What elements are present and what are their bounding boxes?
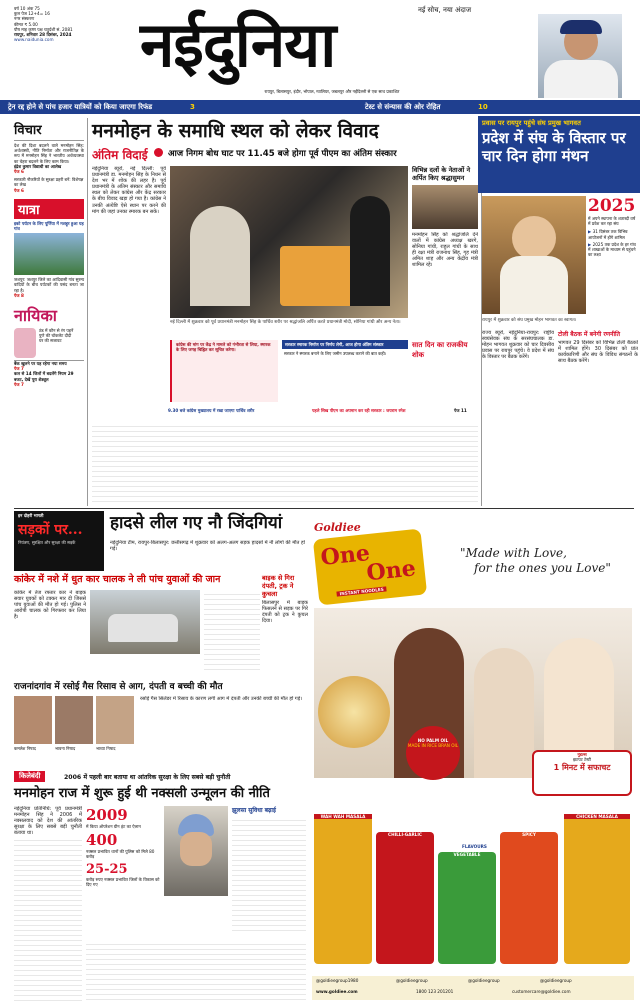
yatra-subtitle: इको पर्यटन के लिए पूर्णिया में मशहूर हुआ यह गांव — [14, 220, 84, 232]
nayika-item[interactable]: घर की सजावट — [39, 338, 62, 344]
victim-photo — [96, 696, 134, 744]
story1-text-continued — [204, 590, 260, 674]
disaster-banner — [14, 511, 104, 571]
lead-subhead: आज निगम बोध घाट पर 11.45 बजे होगा पूर्व पीएम का अंतिम संस्कार — [168, 149, 397, 159]
year-issue: वर्ष 10 अंक 75 — [14, 6, 40, 11]
naxal-body-text: नईदुनिया प्रतिनिधि: पूर्व प्रधानमंत्री मनमोहन सिंह ने 2006 में नक्सलवाद को देश की आंतरिक सुरक्षा के लिए सबसे बड़ी चुनौती बताया था। — [14, 806, 82, 837]
pravas-bullet: ▶ 31 दिसंबर तक विभिन्न आयोजनों में होंगे शामिल — [588, 229, 628, 240]
naxal-quote-title: झूलसा सुविधा बढ़ाई — [232, 807, 276, 814]
vichar-item2: सरकारी नौकरियों के सुरक्षा प्रहरी बनें: विशेषज्ञ का लेख — [14, 177, 84, 188]
product-sub: INSTANT NOODLES — [336, 586, 387, 596]
pravas-stats — [588, 196, 638, 320]
no-palm-badge — [406, 726, 460, 780]
hindi-badge-mid: झटपट टेस्टी — [572, 757, 592, 763]
ticker-right-page: 10 — [478, 103, 488, 111]
ad-footer — [312, 976, 634, 1000]
ticker-right-text[interactable]: टेस्ट से संन्यास की ओर रोहित — [365, 103, 441, 111]
naxal-stat3-value: 25-25 — [86, 861, 128, 877]
quote-left-text: कांग्रेस की मांग पर केंद्र ने मामले को गंभीरता से लिया, स्मारक के लिए जगह चिह्नित कर सूचित करेगा। — [176, 342, 271, 353]
person-shape — [500, 256, 568, 314]
bullet-icon — [154, 148, 163, 157]
nayika-bottom1: बैंक खुलने पर यह रहेगा नया समय — [14, 361, 67, 367]
pravas-headline[interactable]: प्रदेश में संघ के विस्तार पर चार दिन होगा मंथन — [482, 129, 626, 165]
yatra-photo — [14, 233, 84, 275]
masthead — [0, 0, 640, 100]
yatra-text: जशपुर: जशपुर जिले का आदिवासी गांव सुरम्य वादियों के बीच पर्यटकों की पसंद बनता जा रहा है। — [14, 277, 84, 293]
disaster-body: नईदुनिया टीम, रायपुर-बिलासपुर: छत्तीसगढ़ में शुक्रवार को अलग-अलग सड़क हादसों में नौ लोगों की मौत हो गई। — [110, 540, 305, 553]
memorial-headline[interactable]: सरकार स्मारक निर्माण पर निर्णय लेगी, आज होगा अंतिम संस्कार — [282, 340, 408, 349]
nayika-bottom1-page[interactable]: पेज 7 — [14, 366, 24, 372]
ad-noodle-bowl — [318, 676, 390, 748]
divider — [14, 140, 84, 141]
pravas-box-title[interactable]: टोली बैठक में बनेगी रणनीति — [558, 331, 621, 338]
pravas-body: राज्य ब्यूरो, नईदुनिया-रायपुर: राष्ट्रीय स्वयंसेवक संघ के सरसंघचालक डा. मोहन भागवत शुक्रवार को चार दिवसीय प्रवास पर रायपुर पहुंचे। वे प्रदेश में संघ के विस्तार पर बैठक करेंगे। — [482, 330, 554, 361]
lead-memorial — [282, 340, 408, 402]
social-handle[interactable]: @goldieegroup — [468, 978, 500, 983]
strip2-page[interactable]: पेज 11 — [454, 408, 467, 413]
quote-center-text: सरकार ने स्मारक बनाने के लिए जमीन उपलब्ध कराने की बात कही। — [284, 351, 387, 357]
story1-photo — [90, 590, 200, 654]
noodle-pack[interactable] — [500, 832, 558, 964]
pravas-box — [558, 330, 638, 506]
pravas-kicker-box — [482, 118, 636, 165]
noodle-pack[interactable] — [314, 814, 372, 964]
nayika-photo — [14, 328, 36, 358]
naxal-stat3-text: करोड़ रुपए नक्सल प्रभावित जिलों के विकास को दिए गए — [86, 876, 160, 887]
strip2[interactable]: पहले सिख पीएम का अपमान कर रही सरकार : जयराम रमेश — [312, 408, 406, 413]
naxal-kicker-row — [14, 770, 306, 784]
lead-kicker: अंतिम विदाई — [92, 148, 148, 162]
rice-bran-text: MADE IN RICE BRAN OIL — [407, 743, 459, 749]
column-divider — [87, 118, 88, 506]
nayika-bottom2-page[interactable]: पेज 7 — [14, 381, 24, 387]
pack-label: WAH WAH MASALA — [314, 814, 372, 819]
noodle-pack[interactable] — [564, 814, 630, 964]
masthead-meta — [14, 6, 112, 42]
pack-label: SPICY — [522, 832, 536, 837]
naxal-kicker: किलेबंदी — [14, 771, 45, 782]
naxal-stat1-value: 2009 — [86, 806, 128, 824]
child-shape — [474, 648, 534, 778]
tagline-line1: "Made with Love, — [460, 546, 567, 560]
nayika-item[interactable]: पुणे की चॉकलेट दीदी — [39, 333, 72, 339]
ticker-left-page: 3 — [190, 103, 195, 111]
banner-sub: नियंत्रण, सुरक्षित और सुरक्षा की सड़कें — [18, 540, 76, 546]
ad-packs — [314, 796, 632, 972]
pravas-caption: रायपुर में शुक्रवार को संघ प्रमुख मोहन भागवत का स्वागत। — [482, 318, 577, 323]
pravas-stat-number: 2025 — [588, 196, 636, 216]
pack-label: CHICKEN MASALA — [564, 814, 630, 819]
pack-label: VEGETABLE — [453, 852, 481, 857]
story2-headline[interactable]: बाइक से गिरा दंपती, ट्रक ने कुचला — [262, 574, 295, 598]
nayika-bottom2: कल से 14 जिलों में बदलेंगे नियम 29 बजट, देखें पूरा शेड्यूल — [14, 371, 74, 382]
lead-photo — [170, 166, 408, 318]
lead-side-headline[interactable]: विभिन्न दलों के नेताओं ने अर्पित किए श्रद्धासुमन — [412, 166, 471, 182]
ad-website[interactable]: www.goldiee.com — [316, 989, 358, 994]
side-photo — [412, 185, 478, 229]
lead-continuation-text — [92, 422, 478, 506]
hindi-badge-main: 1 मिनट में सफाचट — [553, 763, 611, 773]
tagline: नई सोच, नया अंदाज — [418, 6, 472, 14]
ad-tagline — [460, 546, 630, 576]
naxal-quote-text — [232, 816, 306, 934]
lead-strip — [92, 406, 478, 420]
newspaper-logo[interactable]: नईदुनिया — [140, 8, 336, 81]
person-shape — [350, 196, 390, 306]
shok-headline[interactable]: सात दिन का राजकीय शोक — [412, 340, 468, 359]
ticker-bar — [0, 100, 640, 114]
noodle-pack[interactable] — [376, 832, 434, 964]
banner-main: सड़कों पर... — [18, 522, 83, 539]
vichar-page2[interactable]: पेज 6 — [14, 187, 24, 193]
person-shape — [190, 206, 250, 306]
face-shape — [180, 832, 212, 866]
disaster-headline[interactable]: हादसे लील गए नौ जिंदगियां — [110, 513, 283, 533]
car-shape — [108, 614, 178, 642]
yatra-title: यात्रा — [14, 199, 84, 219]
naxal-headline[interactable]: मनमोहन राज में शुरू हुई थी नक्सली उन्मूलन की नीति — [14, 786, 270, 801]
yatra-page[interactable]: पेज 8 — [14, 292, 24, 298]
pravas-box-text: भागवत 29 दिसंबर को विभिन्न टोली बैठकों में शामिल होंगे। 30 दिसंबर को प्रांत कार्यकारिणी और संघ के विविध संगठनों के साथ बैठक करेंगे। — [558, 340, 638, 365]
naxal-continuation — [86, 940, 306, 1002]
price: कीमत ₹ 5.00 — [14, 21, 38, 27]
section-divider — [14, 508, 634, 509]
cricketer-photo — [538, 14, 622, 98]
vichar-text: देश की दिशा बदलने वाले मनमोहन सिंह: अर्थशास्त्री, नीति निर्माता और राजनीतिज्ञ के रूप में मनमोहन सिंह ने भारतीय अर्थव्यवस्था का चेहरा बदलने के लिए काम किया। — [14, 143, 84, 164]
vichar-page[interactable]: पेज 6 — [14, 169, 24, 175]
pravas-bullet: ▶ 2025 तक प्रदेश के हर गांव में शाखाओं के माध्यम से पहुंचने का लक्ष्य — [588, 241, 636, 258]
manmohan-photo — [164, 806, 228, 896]
social-handle[interactable]: @goldieegroup — [396, 978, 428, 983]
lead-photo-caption: नई दिल्ली में शुक्रवार को पूर्व प्रधानमंत्री मनमोहन सिंह के पार्थिव शरीर पर श्रद्धांजलि अर्पित करते प्रधानमंत्री मोदी, सोनिया गांधी और अन्य नेता। — [170, 320, 401, 325]
lead-headline[interactable]: मनमोहन के समाधि स्थल को लेकर विवाद — [92, 120, 379, 142]
pravas-stat-text: में अपने स्थापना के शताब्दी वर्ष में प्रवेश कर रहा संघ — [588, 216, 636, 227]
naxal-stat1-text: में किया ऑपरेशन ग्रीन हंट का ऐलान — [86, 824, 141, 829]
victim-name: कमलेश निषाद — [14, 746, 36, 751]
page-count: कुल पेज 12+4= 16 — [14, 11, 50, 17]
pravas-photo — [482, 196, 586, 314]
banner-top: इन दोहरी भागती — [18, 513, 44, 518]
lead-side-body: मनमोहन सिंह को श्रद्धांजलि देने वालों में कांग्रेस अध्यक्ष खरगे, सोनिया गांधी, राहुल गांधी के साथ ही रक्षा मंत्री राजनाथ सिंह, गृह मंत्री अमित शाह और अन्य केंद्रीय मंत्री शामिल रहे। — [412, 232, 478, 269]
website-link[interactable]: www.naidunia.com — [14, 37, 54, 43]
story3-headline[interactable]: राजनांदगांव में रसोई गैस रिसाव से आग, दंपती व बच्ची की मौत — [14, 682, 223, 692]
hindi-badge-top: नूडल्स — [577, 752, 587, 757]
ad-email[interactable]: customercare@goldiee.com — [512, 989, 571, 994]
shok-box — [412, 340, 478, 402]
victim-name: भावना निषाद — [55, 746, 76, 751]
person-shape — [512, 216, 556, 260]
story1-headline[interactable]: कांकेर में नशे में धुत कार चालक ने ली पांच युवाओं की जान — [14, 574, 221, 585]
issue-date: रायपुर, शनिवार 28 दिसंबर, 2024 — [14, 32, 72, 38]
product-line2: One — [365, 555, 417, 587]
naxal-kicker-text: 2006 में पहली बार बताया था आंतरिक सुरक्षा के लिए सबसे बड़ी चुनौती — [64, 774, 231, 781]
social-handle[interactable]: @goldieegroup1980 — [316, 978, 359, 983]
naxal-quote — [232, 806, 306, 936]
editions-line: रायपुर, बिलासपुर, इंदौर, भोपाल, ग्वालियर, जबलपुर और नईदिल्ली से एक साथ प्रकाशित — [264, 89, 400, 94]
cap-shape — [560, 20, 602, 34]
lead-kicker-row — [92, 146, 480, 162]
naxal-stat2-value: 400 — [86, 831, 118, 850]
nayika-panel — [14, 326, 84, 360]
nayika-items — [39, 328, 83, 344]
story2-body: बिलासपुर में बाइक फिसलने से सड़क पर गिरे दंपती को ट्रक ने कुचल दिया। — [262, 600, 308, 625]
left-rail — [14, 120, 84, 505]
pack-label: CHILLI-GARLIC — [388, 832, 422, 837]
noodle-pack[interactable] — [438, 852, 496, 964]
ad-brand: Goldiee — [314, 521, 361, 534]
story1-body: कांकेर में तेज रफ्तार कार ने बाइक सवार युवकों को टक्कर मार दी जिससे पांच युवाओं की मौत हो गई। पुलिस ने आरोपी चालक को गिरफ्तार कर लिया है। — [14, 590, 86, 621]
naxal-stat2-text: नक्सल प्रभावित थानों की पुलिस को मिले 80 करोड़ — [86, 849, 155, 860]
jersey-shape — [544, 60, 618, 98]
no-palm-text: NO PALM OIL — [417, 738, 449, 743]
story2 — [262, 574, 308, 674]
lead-body: नईदुनिया ब्यूरो, नई दिल्ली: पूर्व प्रधानमंत्री डा. मनमोहन सिंह के निधन से देश भर में शोक की लहर है। पूर्व प्रधानमंत्री के अंतिम संस्कार और समाधि स्थल को लेकर कांग्रेस और केंद्र सरकार के बीच विवाद खड़ा हो गया है। कांग्रेस ने उनकी अंत्येष्टि ऐसे स्थान पर करने की मांग की जहां उनका स्मारक बन सके। — [92, 166, 166, 215]
ad-product-logo — [313, 529, 427, 606]
victim-name: भाव्या निषाद — [96, 746, 116, 751]
flavours-label: FLAVOURS — [462, 844, 487, 849]
ad-phone[interactable]: 1800 123 201201 — [416, 989, 454, 994]
vichar-title: विचार — [14, 123, 42, 138]
victim-photos — [14, 696, 134, 762]
goldiee-ad[interactable] — [310, 512, 636, 1002]
edition: नगर संस्करण — [14, 16, 35, 22]
naxal-stats — [86, 806, 160, 936]
naxal-body — [14, 806, 82, 1002]
victim-photo — [14, 696, 52, 744]
nayika-title: नायिका — [14, 306, 57, 326]
social-handle[interactable]: @goldieegroup — [540, 978, 572, 983]
hindi-badge — [532, 750, 632, 796]
vichar-author: इंद्रेश कुमार विद्याधी का आलेख — [14, 163, 62, 169]
panchang: पौष माह कृष्ण पक्ष चतुर्दशी सं. 2081 — [14, 26, 73, 32]
ticker-left-text[interactable]: ट्रेन रद्द होने से पांच हजार यात्रियों को किया जाएगा रिफंड — [8, 103, 153, 111]
pravas-kicker: प्रवास पर रायपुर पहुंचे संघ प्रमुख भागवत — [482, 119, 581, 127]
victim-photo — [55, 696, 93, 744]
nayika-item[interactable]: ठंड में कौन से रंग पहनें — [39, 328, 74, 334]
story3-body: रसोई गैस सिलेंडर में रिसाव के कारण लगी आग में दंपती और उनकी बच्ची की मौत हो गई। — [140, 696, 303, 702]
strip1[interactable]: 9.30 बजे कांग्रेस मुख्यालय में रखा जाएगा पार्थिव शरीर — [168, 408, 255, 413]
tagline-line2: for the ones you Love" — [474, 561, 611, 575]
product-line1: One — [319, 540, 372, 572]
lead-quote-left — [170, 340, 278, 402]
